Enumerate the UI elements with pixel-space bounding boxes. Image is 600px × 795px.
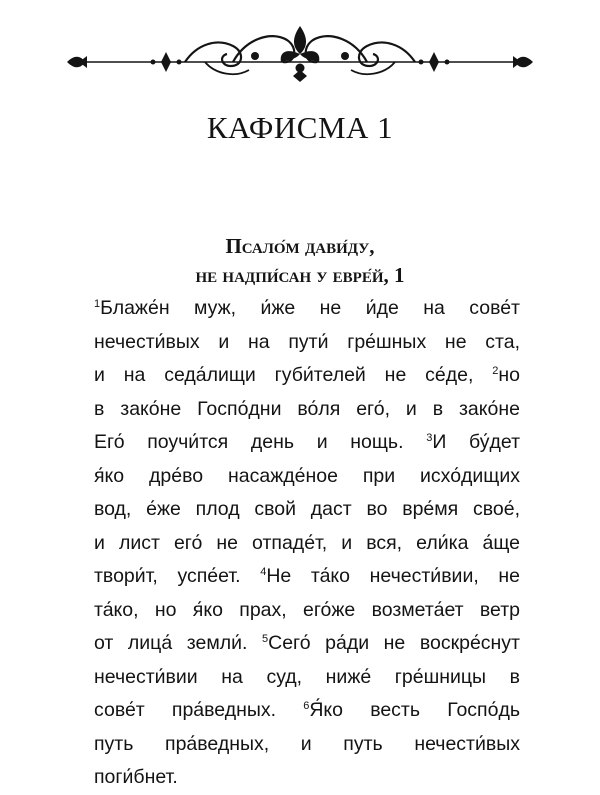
text-line bbox=[94, 527, 520, 561]
verse-number: 5 bbox=[261, 633, 269, 645]
text-segment: сове́т пра́ведных. bbox=[94, 699, 304, 721]
text-segment: но bbox=[498, 364, 520, 386]
text-segment: та́ко, но я́ко прах, его́же возмета́ет ветр bbox=[94, 598, 520, 621]
text-line bbox=[94, 326, 520, 360]
text-line bbox=[94, 728, 520, 762]
text-segment: поги́бнет. bbox=[94, 766, 178, 788]
text-line bbox=[94, 560, 520, 594]
text-segment: от лица́ земли́. bbox=[94, 632, 262, 654]
text-line bbox=[94, 694, 520, 728]
text-line bbox=[94, 359, 520, 393]
verse-number: 4 bbox=[260, 566, 267, 578]
text-segment: Сего́ ра́ди не воскре́снут bbox=[268, 632, 520, 654]
text-line bbox=[94, 292, 520, 326]
text-line bbox=[94, 426, 520, 460]
text-line bbox=[94, 761, 520, 795]
kathisma-heading: КАФИСМА 1 bbox=[206, 110, 394, 145]
text-segment: И бу́дет bbox=[432, 431, 520, 453]
text-line bbox=[94, 393, 520, 427]
psalm-title bbox=[0, 232, 600, 290]
text-segment: Его́ поучи́тся день и нощь. bbox=[94, 431, 427, 453]
verse-number: 6 bbox=[303, 700, 310, 712]
psalm-title-line-2: не надпи́сан у евре́й, bbox=[195, 263, 389, 287]
text-segment: Не та́ко нечести́вии, не bbox=[266, 565, 521, 587]
text-segment: Я́ко весть Госпо́дь bbox=[309, 699, 520, 721]
text-line bbox=[94, 627, 520, 661]
psalm-number: 1 bbox=[394, 263, 405, 287]
text-segment: и лист его́ не отпаде́т, и вся, ели́ка а́ще bbox=[94, 531, 520, 554]
text-line bbox=[94, 460, 520, 494]
text-line bbox=[94, 661, 520, 695]
verse-number: 3 bbox=[426, 432, 433, 444]
decorative-ornament-icon bbox=[65, 18, 535, 86]
text-segment: Блаже́н муж, и́же не и́де на сове́т bbox=[100, 297, 520, 319]
psalm-title-line-1: Псало́м дави́ду, bbox=[225, 234, 375, 258]
text-segment: и на седа́лищи губи́телей не се́де, bbox=[94, 364, 493, 386]
text-segment: вод, е́же плод свой даст во вре́мя свое́, bbox=[94, 498, 520, 520]
psalm-body-text bbox=[94, 292, 520, 795]
text-segment: твори́т, успе́ет. bbox=[94, 565, 261, 587]
text-segment: я́ко дре́во насажде́ное при исхо́дищих bbox=[94, 464, 520, 487]
text-segment: путь пра́ведных, и путь нечести́вых bbox=[94, 732, 520, 755]
text-segment: нечести́вии на суд, ниже́ гре́шницы в bbox=[94, 665, 520, 688]
text-line bbox=[94, 594, 520, 628]
text-line bbox=[94, 493, 520, 527]
text-segment: в зако́не Госпо́дни во́ля его́, и в зако́не bbox=[94, 397, 520, 420]
verse-number: 1 bbox=[94, 298, 101, 310]
text-segment: нечести́вых и на пути́ гре́шных не ста, bbox=[94, 330, 520, 353]
verse-number: 2 bbox=[492, 365, 499, 377]
